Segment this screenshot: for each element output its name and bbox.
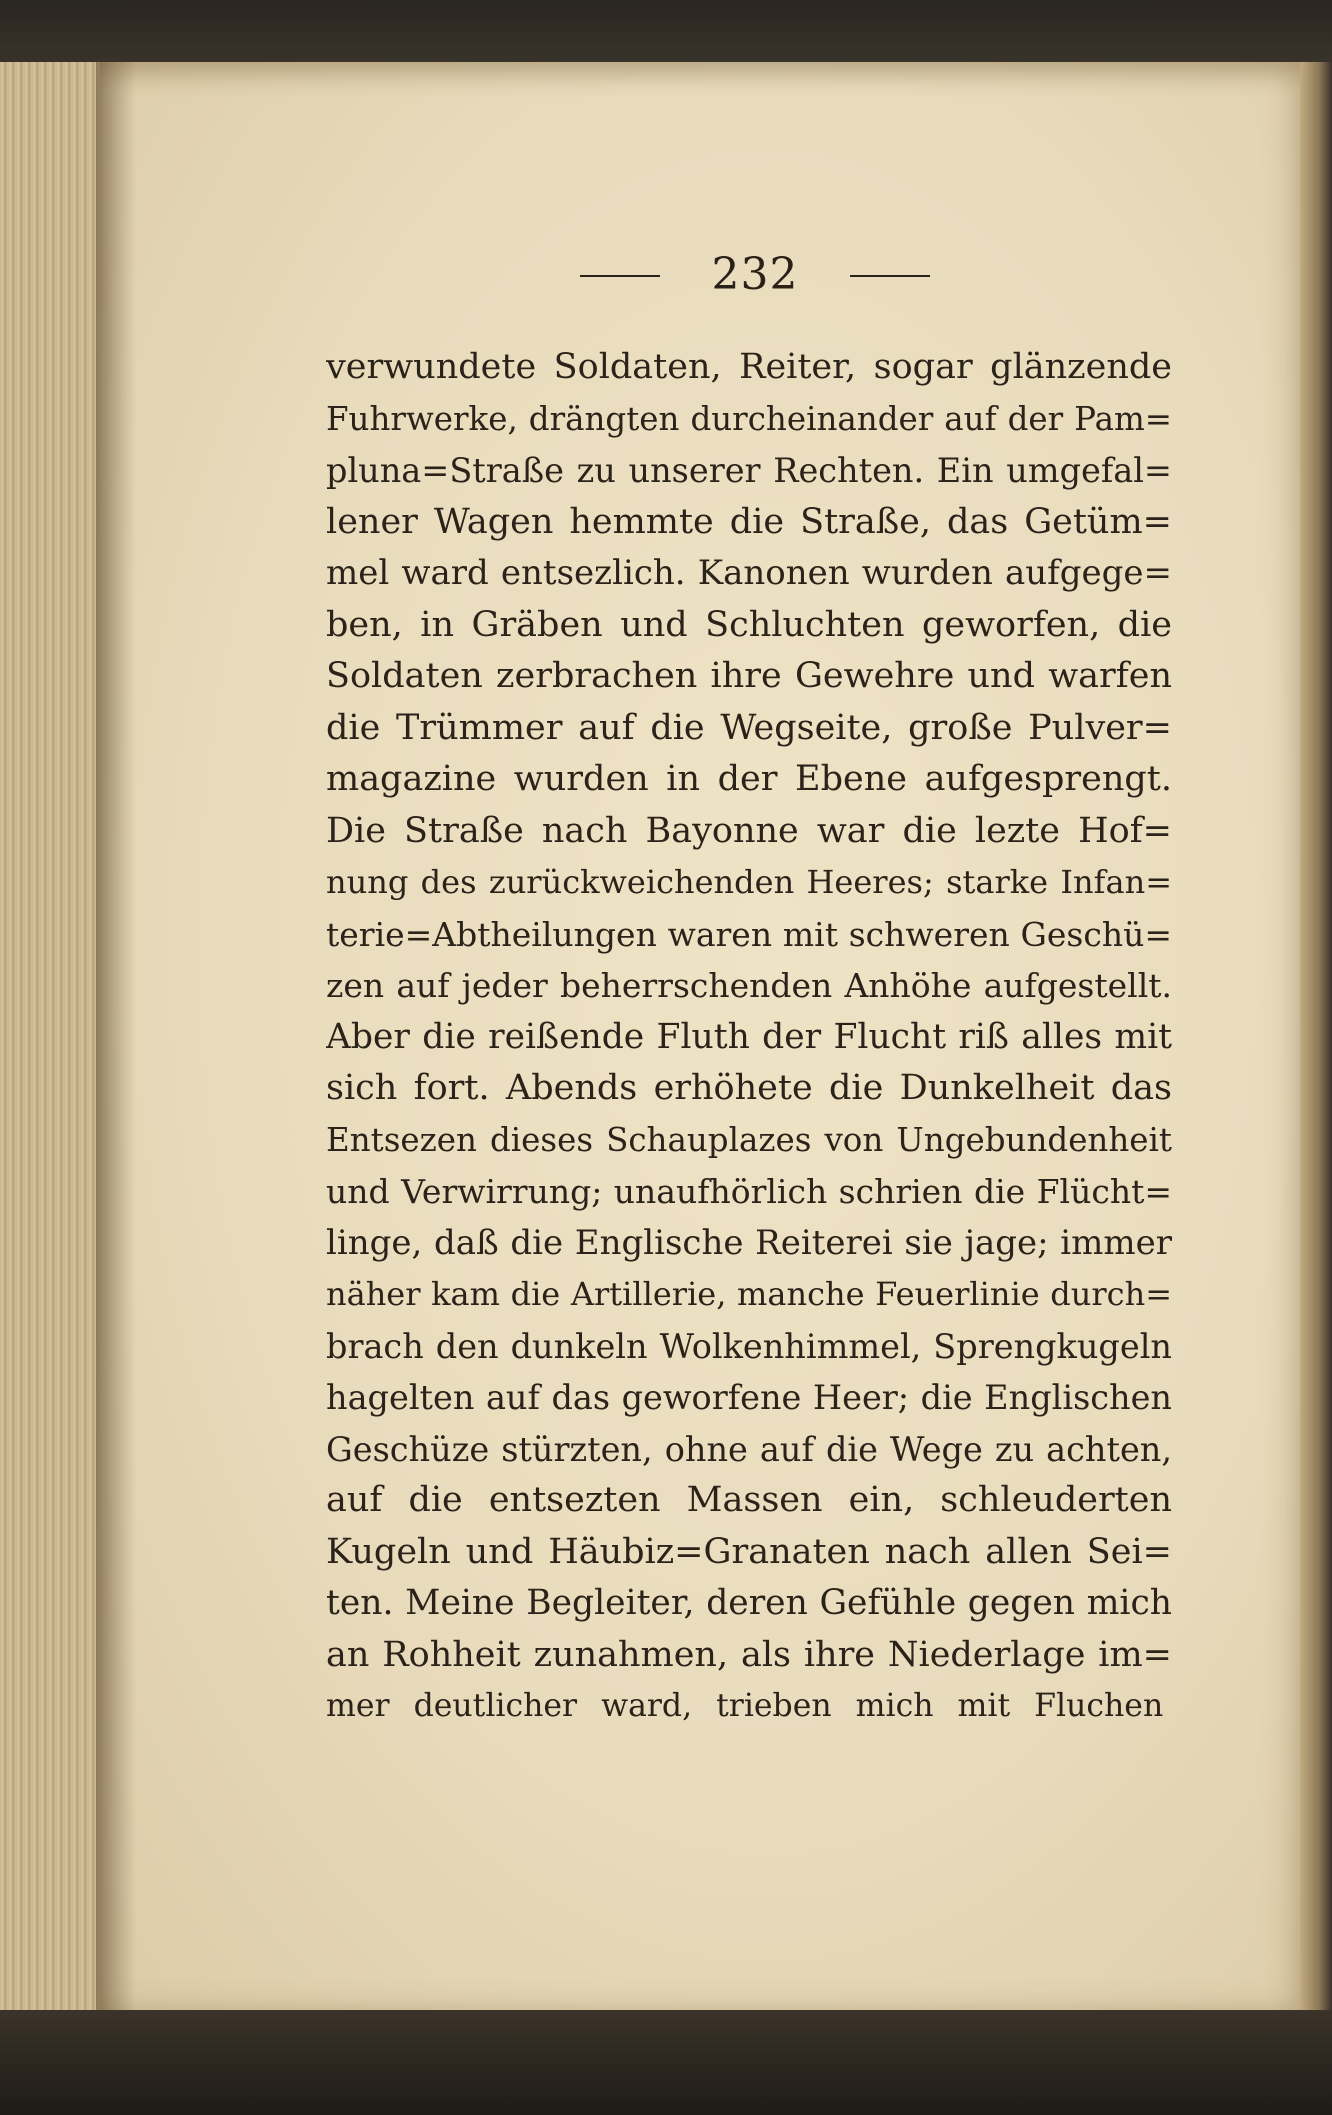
- text-line: und Verwirrung; unaufhörlich schrien die Flücht=: [326, 1172, 1172, 1211]
- text-line: ten. Meine Begleiter, deren Gefühle gegen mich: [326, 1583, 1172, 1623]
- text-line: Die Straße nach Bayonne war die lezte Hof=: [326, 810, 1172, 851]
- text-line: nung des zurückweichenden Heeres; starke Infan=: [326, 863, 1172, 901]
- body-text: [326, 342, 1172, 1733]
- text-line: zen auf jeder beherrschenden Anhöhe aufgestellt.: [326, 966, 1172, 1005]
- text-line: Soldaten zerbrachen ihre Gewehre und warfen: [326, 656, 1172, 696]
- text-line: Entsezen dieses Schauplazes von Ungebundenheit: [326, 1120, 1172, 1159]
- text-line: sich fort. Abends erhöhete die Dunkelheit das: [326, 1068, 1172, 1108]
- text-line: näher kam die Artillerie, manche Feuerlinie durch=: [326, 1275, 1172, 1313]
- text-line: magazine wurden in der Ebene aufgesprengt.: [326, 759, 1172, 799]
- gutter-shadow: [96, 62, 136, 2012]
- page-number: 232: [711, 249, 799, 300]
- page-header: [560, 245, 940, 305]
- text-line: pluna=Straße zu unserer Rechten. Ein umgefal=: [326, 451, 1172, 490]
- text-line: mer deutlicher ward, trieben mich mit Fluchen: [326, 1688, 1164, 1724]
- page-right-edge: [1300, 62, 1332, 2012]
- text-line: Aber die reißende Fluth der Flucht riß alles mit: [326, 1016, 1172, 1057]
- header-rule-right: [850, 275, 930, 277]
- text-line: hagelten auf das geworfene Heer; die Englischen: [326, 1378, 1172, 1417]
- header-rule-left: [580, 275, 660, 277]
- page-stack-edge: [0, 62, 102, 2012]
- text-line: lener Wagen hemmte die Straße, das Getüm=: [326, 501, 1172, 542]
- text-line: Geschüze stürzten, ohne auf die Wege zu achten,: [326, 1429, 1172, 1469]
- text-line: linge, daß die Englische Reiterei sie jage; immer: [326, 1222, 1172, 1263]
- text-line: terie=Abtheilungen waren mit schweren Geschü=: [326, 914, 1172, 954]
- book-cover-top: [0, 0, 1332, 70]
- text-line: brach den dunkeln Wolkenhimmel, Sprengkugeln: [326, 1326, 1172, 1366]
- text-line: verwundete Soldaten, Reiter, sogar glänzende: [326, 347, 1172, 387]
- text-line: Fuhrwerke, drängten durcheinander auf der Pam=: [326, 399, 1172, 438]
- text-line: ben, in Gräben und Schluchten geworfen, die: [326, 604, 1172, 645]
- text-line: Kugeln und Häubiz=Granaten nach allen Sei=: [326, 1531, 1172, 1572]
- text-line: auf die entsezten Massen ein, schleuderten: [326, 1480, 1172, 1520]
- book-cover-bottom: [0, 2010, 1332, 2115]
- text-line: mel ward entsezlich. Kanonen wurden aufgege=: [326, 553, 1172, 593]
- text-line: an Rohheit zunahmen, als ihre Niederlage im=: [326, 1634, 1172, 1675]
- text-line: die Trümmer auf die Wegseite, große Pulver=: [326, 707, 1172, 748]
